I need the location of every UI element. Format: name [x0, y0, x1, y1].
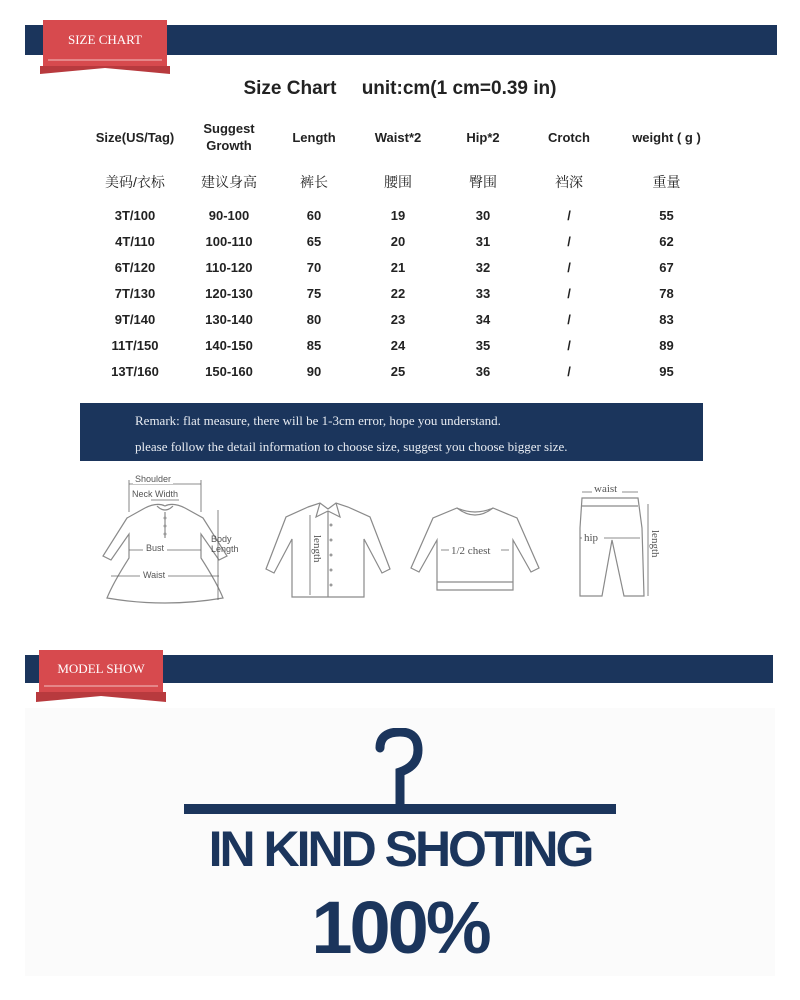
table-cell: 3T/100 — [114, 207, 156, 223]
table-body — [85, 202, 720, 384]
remark-line-1: Remark: flat measure, there will be 1-3cm error, hope you understand. — [135, 413, 501, 428]
header-waist: Waist*2 — [374, 129, 422, 145]
size-chart-title — [0, 78, 800, 100]
table-cell: 62 — [659, 233, 674, 249]
table-cell: 20 — [390, 233, 406, 249]
pants-length-label: length — [649, 530, 661, 558]
table-cell: 9T/140 — [114, 311, 156, 327]
table-cell: 19 — [390, 207, 406, 223]
header-cn-waist: 腰围 — [384, 174, 412, 190]
table-cell: 75 — [306, 285, 322, 301]
table-cell: 33 — [475, 285, 491, 301]
table-cell: 24 — [390, 337, 406, 353]
dress-shoulder-label: Shoulder — [135, 474, 172, 484]
table-cell: 130-140 — [205, 311, 253, 327]
table-cell: 13T/160 — [111, 363, 159, 379]
remark-box — [80, 403, 703, 461]
table-row — [85, 228, 720, 254]
table-cell: 78 — [659, 285, 674, 301]
header-size: Size(US/Tag) — [95, 129, 175, 145]
table-cell: 90 — [306, 363, 322, 379]
table-cell: 34 — [475, 311, 491, 327]
header-weight: weight ( g ) — [632, 129, 701, 145]
table-cell: 4T/110 — [115, 233, 155, 249]
table-cell: 80 — [306, 311, 322, 327]
table-cell: 110-120 — [205, 259, 253, 275]
pants-waist-label: waist — [594, 483, 618, 495]
table-cell: 21 — [390, 259, 406, 275]
table-row — [85, 254, 720, 280]
table-row — [85, 202, 720, 228]
table-row — [85, 358, 720, 384]
size-chart-tag-label: SIZE CHART — [68, 32, 142, 47]
dress-body-label: Body — [211, 534, 232, 544]
header-cn-hip: 臀围 — [469, 174, 497, 190]
dress-waist-label: Waist — [143, 570, 166, 580]
table-row — [85, 280, 720, 306]
table-cell: / — [567, 207, 571, 223]
header-cn-length: 裤长 — [300, 174, 328, 190]
chart-title-text: Size Chart — [243, 78, 337, 99]
header-hip: Hip*2 — [466, 129, 500, 145]
table-cell: 70 — [306, 259, 322, 275]
dress-bust-label: Bust — [146, 543, 165, 553]
in-kind-headline: IN KIND SHOTING — [208, 821, 592, 877]
table-cell: 95 — [659, 363, 674, 379]
header-cn-size: 美码/衣标 — [105, 174, 165, 190]
hanger-icon — [180, 728, 620, 818]
table-cell: 120-130 — [205, 285, 253, 301]
table-row — [85, 306, 720, 332]
dress-neck-label: Neck Width — [132, 489, 179, 499]
table-cell: 150-160 — [205, 363, 253, 379]
pants-hip-label: hip — [584, 532, 599, 544]
table-cell: 83 — [659, 311, 674, 327]
table-cell: 60 — [306, 207, 322, 223]
sweater-diagram — [405, 500, 545, 600]
dress-length-label: Length — [211, 544, 239, 554]
table-cell: 11T/150 — [111, 337, 159, 353]
shirt-diagram — [258, 495, 398, 605]
remark-line-2: please follow the detail information to choose size, suggest you choose bigger size. — [135, 439, 568, 454]
table-cell: / — [567, 363, 571, 379]
percent-headline: 100% — [311, 886, 489, 969]
header-row-en — [85, 112, 720, 162]
table-cell: 23 — [390, 311, 406, 327]
table-cell: 25 — [390, 363, 406, 379]
table-cell: 67 — [659, 259, 674, 275]
header-row-cn — [85, 162, 720, 202]
shirt-length-label: length — [311, 535, 323, 563]
table-cell: 85 — [306, 337, 322, 353]
table-cell: / — [567, 285, 571, 301]
table-cell: 140-150 — [205, 337, 253, 353]
table-cell: 32 — [475, 259, 491, 275]
sweater-chest-label: 1/2 chest — [451, 545, 491, 557]
table-cell: 7T/130 — [114, 285, 156, 301]
table-cell: 100-110 — [205, 233, 253, 249]
header-crotch: Crotch — [548, 129, 590, 145]
table-cell: 65 — [306, 233, 322, 249]
chart-unit-text: unit:cm(1 cm=0.39 in) — [361, 78, 557, 99]
header-cn-weight: 重量 — [652, 174, 681, 190]
size-table — [85, 112, 720, 384]
table-cell: / — [567, 337, 571, 353]
table-cell: 89 — [659, 337, 674, 353]
table-cell: 36 — [475, 363, 491, 379]
header-cn-growth: 建议身高 — [201, 174, 257, 190]
table-cell: 30 — [475, 207, 491, 223]
table-cell: 6T/120 — [114, 259, 156, 275]
table-cell: 90-100 — [208, 207, 250, 223]
header-cn-crotch: 裆深 — [555, 174, 583, 190]
table-cell: 35 — [475, 337, 491, 353]
table-cell: 55 — [659, 207, 674, 223]
table-cell: / — [567, 259, 571, 275]
table-cell: / — [567, 233, 571, 249]
model-show-tag-label: MODEL SHOW — [57, 661, 145, 676]
dress-diagram — [85, 468, 255, 613]
table-row — [85, 332, 720, 358]
table-cell: 22 — [390, 285, 406, 301]
table-cell: 31 — [475, 233, 491, 249]
header-growth: Suggest Growth — [203, 121, 255, 153]
pants-diagram — [570, 478, 670, 603]
table-cell: / — [567, 311, 571, 327]
header-length: Length — [292, 129, 336, 145]
